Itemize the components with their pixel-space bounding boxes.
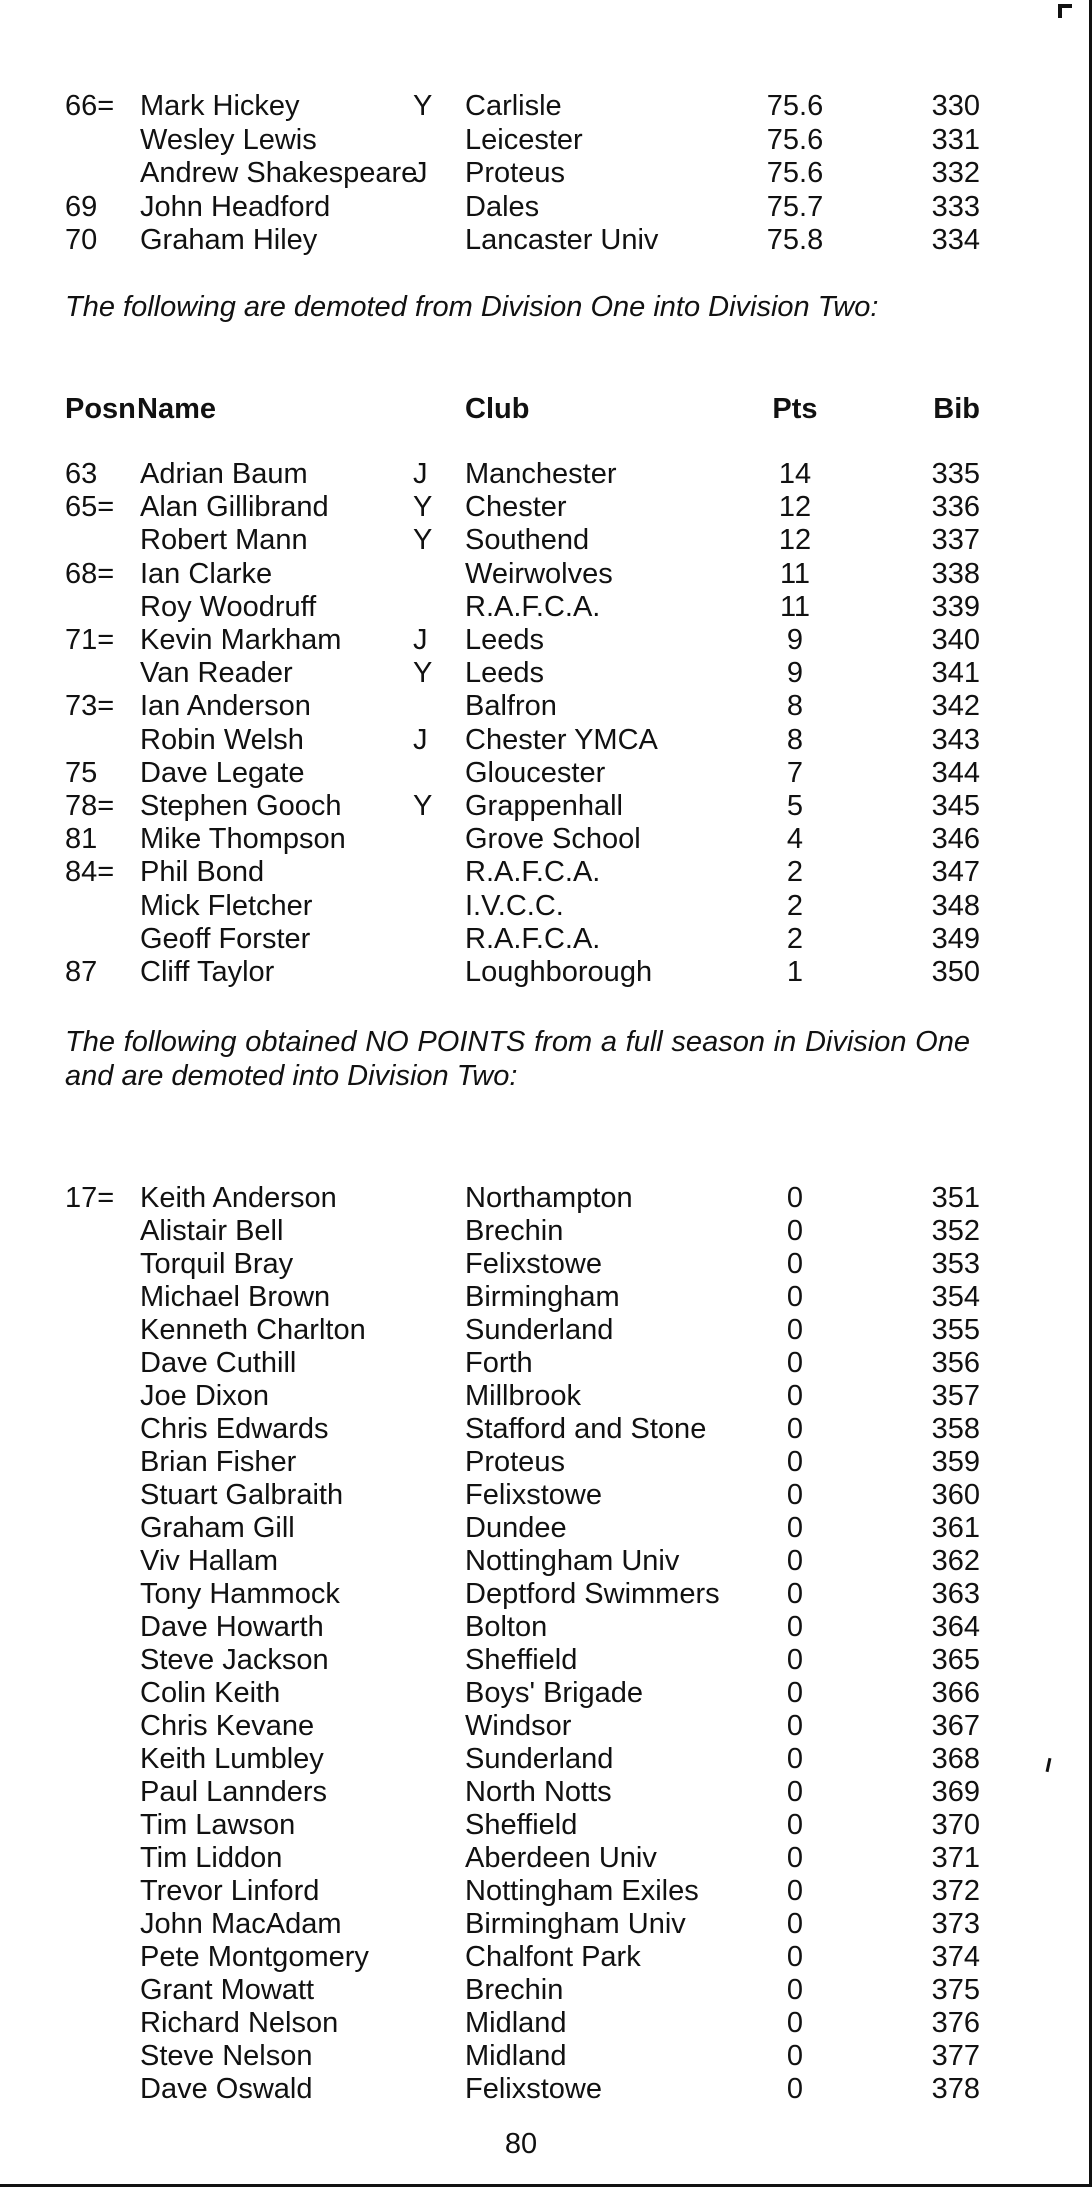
points-cell: 11	[779, 557, 811, 590]
bib-cell: 360	[931, 1479, 980, 1511]
club-cell: Birmingham	[465, 1281, 620, 1313]
bib-cell: 335	[931, 458, 980, 490]
name-cell: Viv Hallam	[140, 1545, 279, 1577]
table-row	[0, 1512, 1092, 1545]
bib-cell: 373	[931, 1908, 980, 1940]
name-cell: Dave Legate	[140, 756, 305, 789]
club-cell: Northampton	[465, 1182, 633, 1214]
table-row	[0, 724, 1092, 757]
position-cell: 87	[65, 956, 98, 988]
demoted-note: The following are demoted from Division One into Division Two:	[65, 291, 879, 323]
club-cell: Chalfont Park	[465, 1941, 641, 1973]
table-row	[0, 2040, 1092, 2073]
points-cell: 5	[786, 790, 804, 822]
bib-cell: 330	[931, 90, 980, 122]
table-row	[0, 1875, 1092, 1908]
name-cell: Graham Hiley	[140, 224, 318, 256]
table-row	[0, 1941, 1092, 1974]
bib-cell: 354	[931, 1281, 980, 1313]
name-cell: Mick Fletcher	[140, 889, 313, 922]
points-cell: 0	[786, 1248, 804, 1280]
table-row	[0, 90, 1092, 123]
name-cell: Joe Dixon	[140, 1380, 269, 1412]
bib-cell: 339	[931, 590, 980, 623]
club-cell: Deptford Swimmers	[465, 1578, 720, 1610]
name-cell: Ian Clarke	[140, 557, 273, 590]
table-row	[0, 890, 1092, 923]
points-cell: 11	[779, 590, 811, 623]
club-cell: Felixstowe	[465, 1479, 602, 1511]
points-cell: 1	[786, 956, 804, 988]
name-cell: Stephen Gooch	[140, 790, 342, 822]
name-cell: Torquil Bray	[140, 1248, 294, 1280]
club-cell: Windsor	[465, 1710, 572, 1742]
club-cell: North Notts	[465, 1776, 612, 1808]
category-cell: J	[413, 458, 428, 490]
page-number: 80	[504, 2128, 538, 2160]
table-row	[0, 191, 1092, 224]
position-cell: 66=	[65, 90, 115, 122]
bib-cell: 362	[931, 1545, 980, 1577]
table-row	[0, 823, 1092, 856]
name-cell: Dave Howarth	[140, 1611, 324, 1643]
club-cell: Midland	[465, 2007, 567, 2039]
club-cell: Millbrook	[465, 1380, 582, 1412]
club-cell: Carlisle	[465, 90, 562, 122]
points-cell: 0	[786, 1182, 804, 1214]
bib-cell: 361	[931, 1512, 980, 1544]
points-cell: 0	[786, 1347, 804, 1379]
name-cell: Roy Woodruff	[140, 590, 317, 623]
name-cell: Kevin Markham	[140, 624, 342, 656]
table-row	[0, 790, 1092, 823]
club-cell: Felixstowe	[465, 1248, 602, 1280]
bib-cell: 343	[931, 723, 980, 756]
club-cell: Nottingham Univ	[465, 1545, 680, 1577]
position-cell: 65=	[65, 491, 115, 524]
category-cell: J	[413, 157, 428, 189]
bib-cell: 351	[931, 1182, 980, 1214]
name-cell: Robin Welsh	[140, 723, 304, 756]
points-cell: 0	[786, 1842, 804, 1874]
points-cell: 4	[786, 823, 804, 856]
table-row	[0, 1578, 1092, 1611]
name-cell: Robert Mann	[140, 524, 308, 557]
bib-cell: 346	[931, 823, 980, 856]
table-row	[0, 1182, 1092, 1215]
bib-cell: 340	[931, 624, 980, 656]
club-cell: Grove School	[465, 823, 641, 856]
category-cell: Y	[413, 90, 433, 122]
points-cell: 0	[786, 1545, 804, 1577]
points-cell: 8	[786, 723, 804, 756]
position-cell: 73=	[65, 690, 115, 723]
bib-cell: 350	[931, 956, 980, 988]
table-row	[0, 1677, 1092, 1710]
club-cell: Balfron	[465, 690, 557, 723]
bib-cell: 369	[931, 1776, 980, 1808]
position-cell: 17=	[65, 1182, 115, 1214]
table-row	[0, 2007, 1092, 2040]
points-cell: 0	[786, 1677, 804, 1709]
position-cell: 71=	[65, 624, 115, 656]
category-cell: Y	[413, 524, 433, 557]
table-row	[0, 224, 1092, 257]
name-cell: Keith Anderson	[140, 1182, 337, 1214]
points-cell: 0	[786, 1809, 804, 1841]
bib-cell: 364	[931, 1611, 980, 1643]
points-cell: 0	[786, 2073, 804, 2105]
category-cell: Y	[413, 491, 433, 524]
bib-cell: 332	[931, 157, 980, 189]
position-cell: 63	[65, 458, 98, 490]
table-row	[0, 657, 1092, 690]
bib-cell: 365	[931, 1644, 980, 1676]
club-cell: Sheffield	[465, 1809, 578, 1841]
points-cell: 12	[778, 491, 812, 524]
name-cell: Phil Bond	[140, 856, 265, 889]
bib-cell: 372	[931, 1875, 980, 1907]
table-row	[0, 856, 1092, 889]
points-cell: 0	[786, 1776, 804, 1808]
name-cell: Geoff Forster	[140, 922, 311, 955]
bib-cell: 376	[931, 2007, 980, 2039]
points-cell: 0	[786, 2007, 804, 2039]
bib-cell: 344	[931, 756, 980, 789]
name-cell: Steve Jackson	[140, 1644, 329, 1676]
points-cell: 9	[786, 657, 804, 690]
club-cell: Nottingham Exiles	[465, 1875, 699, 1907]
category-cell: Y	[413, 657, 433, 690]
club-cell: Brechin	[465, 1215, 564, 1247]
club-cell: Birmingham Univ	[465, 1908, 686, 1940]
bib-cell: 375	[931, 1974, 980, 2006]
bib-cell: 341	[931, 657, 980, 690]
name-cell: Dave Oswald	[140, 2073, 313, 2105]
bib-cell: 331	[931, 123, 980, 156]
column-header-club: Club	[465, 393, 530, 425]
bib-cell: 349	[931, 922, 980, 955]
corner-mark	[1058, 4, 1072, 18]
club-cell: Manchester	[465, 458, 617, 490]
name-cell: Cliff Taylor	[140, 956, 275, 988]
bib-cell: 367	[931, 1710, 980, 1742]
points-cell: 75.6	[766, 123, 824, 156]
club-cell: Dundee	[465, 1512, 567, 1544]
table-row	[0, 1314, 1092, 1347]
club-cell: Chester	[465, 491, 567, 524]
points-cell: 2	[786, 922, 804, 955]
name-cell: Tim Lawson	[140, 1809, 296, 1841]
table-row	[0, 458, 1092, 491]
bib-cell: 352	[931, 1215, 980, 1247]
club-cell: Aberdeen Univ	[465, 1842, 657, 1874]
club-cell: R.A.F.C.A.	[465, 922, 601, 955]
club-cell: Felixstowe	[465, 2073, 602, 2105]
points-cell: 0	[786, 1281, 804, 1313]
club-cell: Gloucester	[465, 756, 606, 789]
club-cell: Proteus	[465, 1446, 565, 1478]
name-cell: Paul Lannders	[140, 1776, 328, 1808]
club-cell: Southend	[465, 524, 590, 557]
name-cell: Van Reader	[140, 657, 293, 690]
club-cell: Brechin	[465, 1974, 564, 2006]
club-cell: Sheffield	[465, 1644, 578, 1676]
table-row	[0, 524, 1092, 557]
name-cell: Tony Hammock	[140, 1578, 340, 1610]
bib-cell: 342	[931, 690, 980, 723]
points-cell: 0	[786, 1710, 804, 1742]
name-cell: John MacAdam	[140, 1908, 342, 1940]
points-cell: 0	[786, 1512, 804, 1544]
points-cell: 14	[778, 458, 812, 490]
table-row	[0, 1908, 1092, 1941]
position-cell: 81	[65, 823, 98, 856]
club-cell: Chester YMCA	[465, 723, 658, 756]
bib-cell: 337	[931, 524, 980, 557]
name-cell: Chris Kevane	[140, 1710, 315, 1742]
club-cell: Loughborough	[465, 956, 653, 988]
bib-cell: 363	[931, 1578, 980, 1610]
name-cell: Michael Brown	[140, 1281, 331, 1313]
name-cell: Adrian Baum	[140, 458, 308, 490]
table-row	[0, 124, 1092, 157]
club-cell: Midland	[465, 2040, 567, 2072]
table-row	[0, 923, 1092, 956]
table-row	[0, 1248, 1092, 1281]
points-cell: 0	[786, 2040, 804, 2072]
club-cell: Leeds	[465, 624, 545, 656]
name-cell: Ian Anderson	[140, 690, 311, 723]
table-row	[0, 757, 1092, 790]
category-cell: Y	[413, 790, 433, 822]
table-row	[0, 1380, 1092, 1413]
bib-cell: 368	[931, 1743, 980, 1775]
points-cell: 75.7	[766, 190, 824, 223]
position-cell: 84=	[65, 856, 115, 889]
points-cell: 0	[786, 1611, 804, 1643]
table-row	[0, 1479, 1092, 1512]
club-cell: Leicester	[465, 123, 583, 156]
table-row	[0, 1215, 1092, 1248]
name-cell: Mike Thompson	[140, 823, 346, 856]
club-cell: Grappenhall	[465, 790, 623, 822]
name-cell: Andrew Shakespeare	[140, 157, 418, 189]
table-row	[0, 1281, 1092, 1314]
table-row	[0, 591, 1092, 624]
club-cell: Forth	[465, 1347, 533, 1379]
table-row	[0, 1710, 1092, 1743]
table-row	[0, 1743, 1092, 1776]
points-cell: 0	[786, 1743, 804, 1775]
name-cell: Alistair Bell	[140, 1215, 284, 1247]
bib-cell: 377	[931, 2040, 980, 2072]
bib-cell: 336	[931, 491, 980, 524]
name-cell: Alan Gillibrand	[140, 491, 329, 524]
bib-cell: 345	[931, 790, 980, 822]
table-row	[0, 157, 1092, 190]
club-cell: Lancaster Univ	[465, 224, 659, 256]
table-row	[0, 558, 1092, 591]
name-cell: Brian Fisher	[140, 1446, 297, 1478]
points-cell: 0	[786, 1314, 804, 1346]
table-row	[0, 1776, 1092, 1809]
points-cell: 0	[786, 1875, 804, 1907]
points-cell: 2	[786, 889, 804, 922]
points-cell: 0	[786, 1479, 804, 1511]
table-row	[0, 1974, 1092, 2007]
name-cell: Richard Nelson	[140, 2007, 339, 2039]
name-cell: Stuart Galbraith	[140, 1479, 344, 1511]
name-cell: Trevor Linford	[140, 1875, 320, 1907]
table-header	[0, 393, 1092, 426]
points-cell: 0	[786, 1215, 804, 1247]
points-cell: 7	[786, 756, 804, 789]
name-cell: Mark Hickey	[140, 90, 300, 122]
club-cell: R.A.F.C.A.	[465, 856, 601, 889]
table-row	[0, 956, 1092, 989]
bib-cell: 355	[931, 1314, 980, 1346]
club-cell: R.A.F.C.A.	[465, 590, 601, 623]
name-cell: Wesley Lewis	[140, 123, 317, 156]
club-cell: Dales	[465, 190, 540, 223]
points-cell: 0	[786, 1578, 804, 1610]
bib-cell: 378	[931, 2073, 980, 2105]
position-cell: 78=	[65, 790, 115, 822]
bib-cell: 374	[931, 1941, 980, 1973]
points-cell: 0	[786, 1974, 804, 2006]
points-cell: 75.8	[766, 224, 824, 256]
bib-cell: 359	[931, 1446, 980, 1478]
table-row	[0, 624, 1092, 657]
column-header-posn: Posn	[65, 393, 136, 425]
name-cell: Graham Gill	[140, 1512, 295, 1544]
points-cell: 0	[786, 1446, 804, 1478]
name-cell: John Headford	[140, 190, 331, 223]
column-header-bib: Bib	[933, 393, 980, 425]
bib-cell: 358	[931, 1413, 980, 1445]
bib-cell: 371	[931, 1842, 980, 1874]
bib-cell: 338	[931, 557, 980, 590]
bib-cell: 357	[931, 1380, 980, 1412]
points-cell: 12	[778, 524, 812, 557]
points-cell: 0	[786, 1908, 804, 1940]
bib-cell: 348	[931, 889, 980, 922]
name-cell: Colin Keith	[140, 1677, 281, 1709]
bib-cell: 370	[931, 1809, 980, 1841]
club-cell: Proteus	[465, 157, 565, 189]
table-row	[0, 1446, 1092, 1479]
table-row	[0, 690, 1092, 723]
name-cell: Chris Edwards	[140, 1413, 329, 1445]
table-row	[0, 1611, 1092, 1644]
bib-cell: 347	[931, 856, 980, 889]
club-cell: Sunderland	[465, 1314, 614, 1346]
table-row	[0, 1809, 1092, 1842]
name-cell: Keith Lumbley	[140, 1743, 324, 1775]
club-cell: Stafford and Stone	[465, 1413, 707, 1445]
column-header-pts: Pts	[772, 393, 818, 425]
name-cell: Steve Nelson	[140, 2040, 313, 2072]
points-cell: 0	[786, 1941, 804, 1973]
club-cell: Boys' Brigade	[465, 1677, 644, 1709]
bib-cell: 356	[931, 1347, 980, 1379]
position-cell: 70	[65, 224, 98, 256]
position-cell: 69	[65, 190, 98, 223]
points-cell: 75.6	[766, 90, 824, 122]
points-cell: 9	[786, 624, 804, 656]
category-cell: J	[413, 723, 428, 756]
name-cell: Pete Montgomery	[140, 1941, 369, 1973]
no-points-note: The following obtained NO POINTS from a full season in Division One and are demoted into Division Two:	[65, 1026, 970, 1092]
club-cell: Leeds	[465, 657, 545, 690]
bib-cell: 353	[931, 1248, 980, 1280]
table-row	[0, 1842, 1092, 1875]
bib-cell: 334	[931, 224, 980, 256]
points-cell: 8	[786, 690, 804, 723]
column-header-name: Name	[137, 393, 216, 425]
club-cell: Sunderland	[465, 1743, 614, 1775]
name-cell: Grant Mowatt	[140, 1974, 315, 2006]
position-cell: 75	[65, 756, 98, 789]
category-cell: J	[413, 624, 428, 656]
table-row	[0, 1545, 1092, 1578]
position-cell: 68=	[65, 557, 115, 590]
points-cell: 75.6	[766, 157, 824, 189]
bib-cell: 366	[931, 1677, 980, 1709]
club-cell: I.V.C.C.	[465, 889, 564, 922]
table-row	[0, 1413, 1092, 1446]
points-cell: 0	[786, 1380, 804, 1412]
table-row	[0, 2073, 1092, 2106]
table-row	[0, 1644, 1092, 1677]
name-cell: Tim Liddon	[140, 1842, 283, 1874]
name-cell: Dave Cuthill	[140, 1347, 297, 1379]
points-cell: 2	[786, 856, 804, 889]
club-cell: Bolton	[465, 1611, 548, 1643]
club-cell: Weirwolves	[465, 557, 613, 590]
points-cell: 0	[786, 1644, 804, 1676]
points-cell: 0	[786, 1413, 804, 1445]
table-row	[0, 491, 1092, 524]
name-cell: Kenneth Charlton	[140, 1314, 366, 1346]
table-row	[0, 1347, 1092, 1380]
bib-cell: 333	[931, 190, 980, 223]
